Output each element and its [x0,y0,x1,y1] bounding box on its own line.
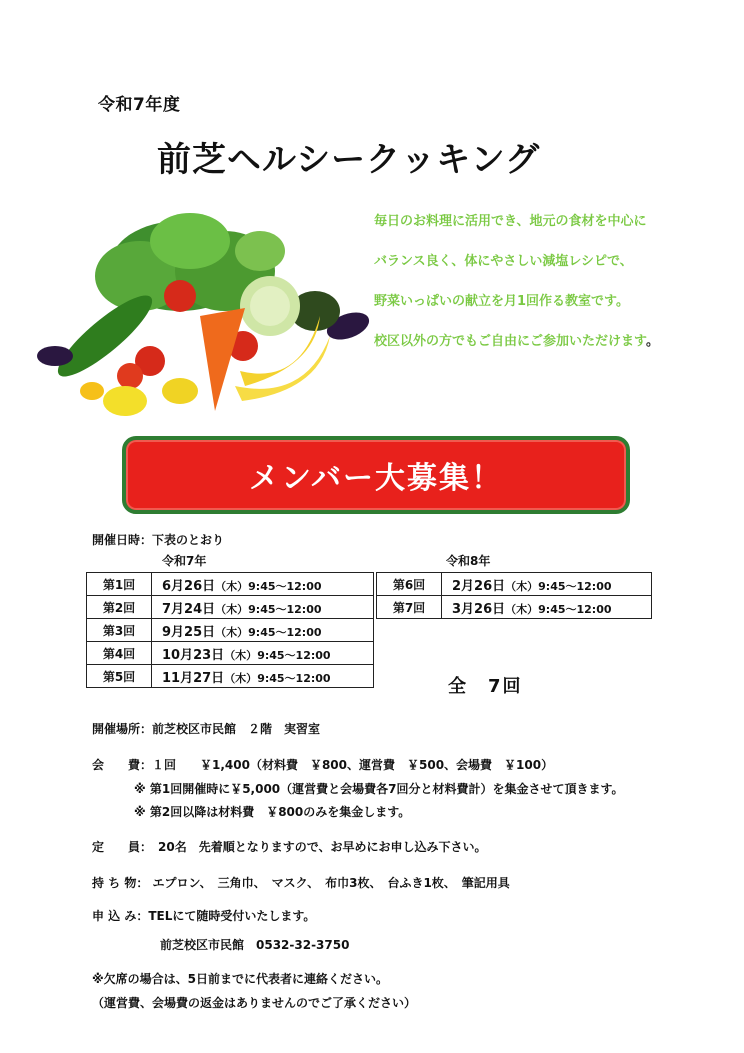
schedule-table-left [86,572,374,688]
table-row [87,665,374,688]
session-weekday: （木） [505,579,539,593]
description-line-4-text: 校区以外の方でもご自由にご参加いただけます [374,334,646,349]
schedule-label: 開催日時：下表のとおり [92,533,225,547]
apply-info: 申 込 み：TELにて随時受付いたします。 [92,909,316,923]
session-day: 7月24日 [162,601,216,617]
vegetables-image [30,196,370,428]
description-line-4 [374,330,659,349]
session-weekday: （木） [215,579,249,593]
table-row [87,596,374,619]
session-number: 第3回 [87,619,152,642]
total-sessions: 全 7回 [448,676,523,697]
description-line-2: バランス良く、体にやさしい減塩レシピで、 [374,254,633,269]
session-number: 第5回 [87,665,152,688]
session-day: 11月27日 [162,670,225,686]
fee-note-2: ※ 第2回以降は材料費 ￥800のみを集金します。 [134,805,411,819]
session-date [442,573,652,596]
refund-note: （運営費、会場費の返金はありませんのでご了承ください） [92,996,417,1010]
session-date [152,596,374,619]
table-row [87,642,374,665]
session-day: 10月23日 [162,647,225,663]
table-row [377,596,652,619]
session-day: 3月26日 [452,601,506,617]
description-line-3: 野菜いっぱいの献立を月1回作る教室です。 [374,294,630,309]
table-row [87,619,374,642]
session-time: 9:45～12:00 [538,579,612,593]
session-time: 9:45～12:00 [248,579,322,593]
session-time: 9:45～12:00 [257,671,331,685]
session-day: 2月26日 [452,578,506,594]
capacity-info: 定 員： 20名 先着順となりますので、お早めにお申し込み下さい。 [92,840,487,854]
contact-info: 前芝校区市民館 0532-32-3750 [160,938,350,952]
page-title: 前芝ヘルシークッキング [157,140,541,180]
absence-note: ※欠席の場合は、5日前までに代表者に連絡ください。 [92,972,389,986]
session-weekday: （木） [215,602,249,616]
session-date [152,665,374,688]
session-weekday: （木） [224,648,258,662]
session-number: 第7回 [377,596,442,619]
description-end-mark: 。 [645,334,659,349]
session-weekday: （木） [215,625,249,639]
schedule-table-right [376,572,652,619]
bring-items-info: 持 ち 物： エプロン、 三角巾、 マスク、 布巾3枚、 台ふき1枚、 筆記用具 [92,876,510,890]
session-number: 第2回 [87,596,152,619]
session-weekday: （木） [224,671,258,685]
fee-note-1: ※ 第1回開催時に￥5,000（運営費と会場費各7回分と材料費計）を集金させて頂きます。 [134,782,624,796]
schedule-right-year: 令和8年 [446,554,491,568]
session-time: 9:45～12:00 [538,602,612,616]
session-date [152,642,374,665]
recruit-banner-text: メンバー大募集！ [249,461,503,496]
schedule-left-year: 令和7年 [162,554,207,568]
session-number: 第1回 [87,573,152,596]
fee-info: 会 費：１回 ￥1,400（材料費 ￥800、運営費 ￥500、会場費 ￥100） [92,758,554,772]
table-row [377,573,652,596]
session-time: 9:45～12:00 [248,625,322,639]
session-number: 第6回 [377,573,442,596]
session-date [152,619,374,642]
recruit-banner [122,436,630,514]
session-number: 第4回 [87,642,152,665]
venue-info: 開催場所：前芝校区市民館 ２階 実習室 [92,722,321,736]
session-date [152,573,374,596]
session-time: 9:45～12:00 [257,648,331,662]
session-date [442,596,652,619]
session-time: 9:45～12:00 [248,602,322,616]
session-day: 9月25日 [162,624,216,640]
table-row [87,573,374,596]
session-day: 6月26日 [162,578,216,594]
session-weekday: （木） [505,602,539,616]
year-title: 令和7年度 [98,95,181,115]
description-line-1: 毎日のお料理に活用でき、地元の食材を中心に [374,214,647,229]
